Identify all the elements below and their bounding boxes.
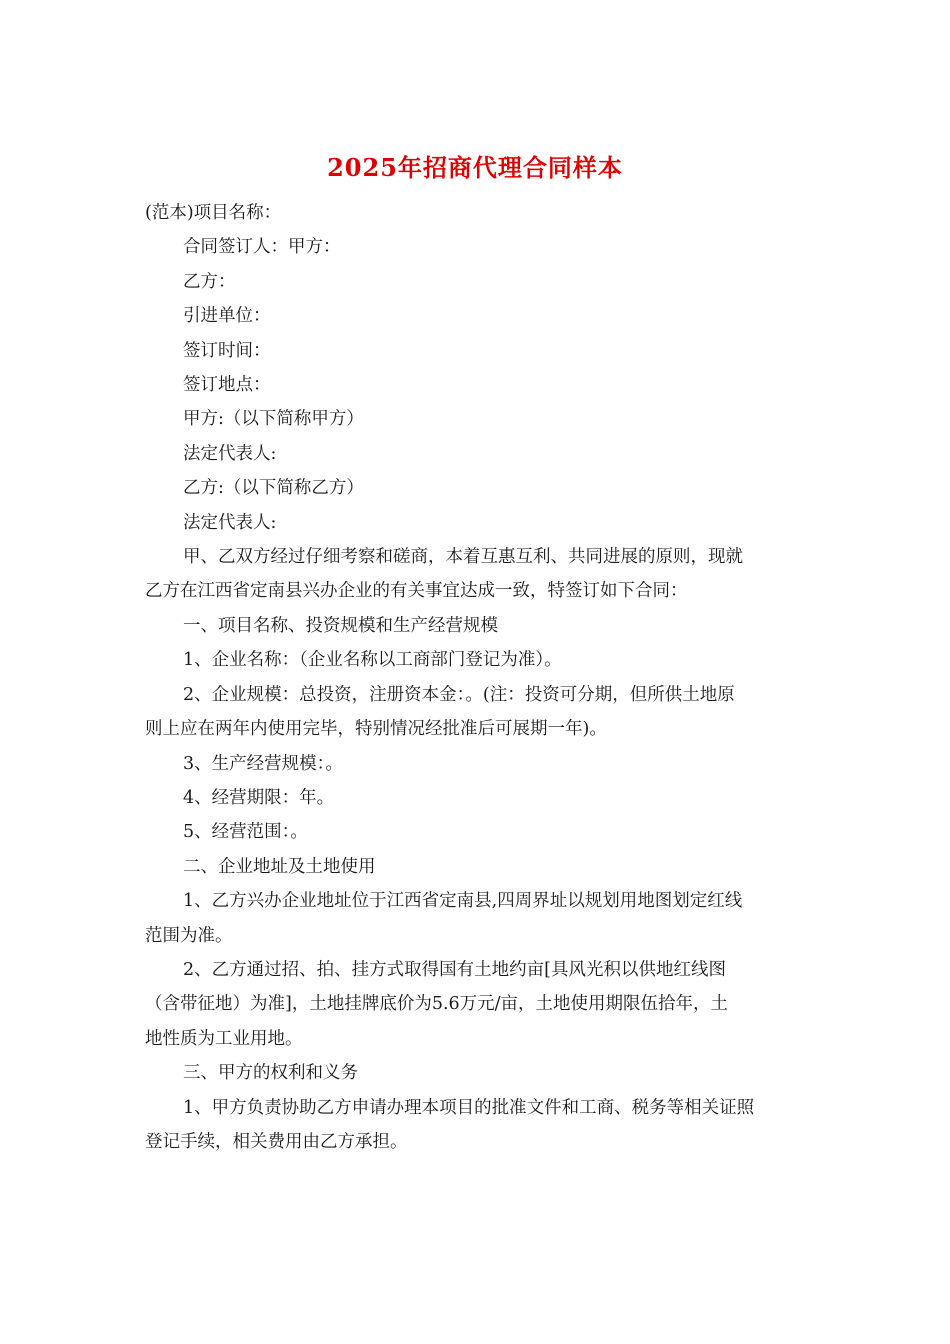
text-line: 签订时间： <box>183 340 271 361</box>
text-line: 法定代表人: <box>183 443 277 464</box>
text-line: 2、乙方通过招、拍、挂方式取得国有土地约亩[具风光积以供地红线图 <box>183 959 726 980</box>
document-title: 2025年招商代理合同样本 <box>327 153 623 182</box>
text-line: 4、经营期限：年。 <box>183 787 335 808</box>
text-line: 合同签订人：甲方： <box>183 237 341 258</box>
text-line: 一、项目名称、投资规模和生产经营规模 <box>183 615 498 636</box>
text-line: 法定代表人: <box>183 512 277 533</box>
text-line: 1、甲方负责协助乙方申请办理本项目的批准文件和工商、税务等相关证照 <box>183 1097 755 1118</box>
text-line: 3、生产经营规模：。 <box>183 753 343 774</box>
text-line: 1、乙方兴办企业地址位于江西省定南县,四周界址以规划用地图划定红线 <box>183 891 743 912</box>
text-line: （含带征地）为准]，土地挂牌底价为5.6万元/亩，土地使用期限伍拾年，土 <box>145 994 729 1015</box>
text-line: 5、经营范围：。 <box>183 822 308 843</box>
text-line: 乙方： <box>183 271 236 292</box>
text-line: 甲方:（以下简称甲方） <box>183 409 364 430</box>
text-line: 地性质为工业用地。 <box>145 1028 303 1049</box>
text-line: 三、甲方的权利和义务 <box>183 1063 358 1084</box>
text-line: 乙方在江西省定南县兴办企业的有关事宜达成一致，特签订如下合同： <box>145 581 688 602</box>
text-line: (范本)项目名称： <box>145 203 282 223</box>
text-line: 范围为准。 <box>145 925 233 946</box>
text-line: 乙方:（以下简称乙方） <box>183 478 364 499</box>
text-line: 则上应在两年内使用完毕，特别情况经批准后可展期一年)。 <box>145 719 607 740</box>
text-line: 签订地点： <box>183 375 271 396</box>
text-line: 1、企业名称：（企业名称以工商部门登记为准）。 <box>183 650 562 671</box>
text-line: 引进单位： <box>183 306 271 327</box>
text-line: 2、企业规模：总投资，注册资本金：。(注：投资可分期，但所供土地原 <box>183 684 735 705</box>
text-line: 二、企业地址及土地使用 <box>183 856 376 877</box>
document-body <box>145 196 810 1159</box>
text-line: 登记手续，相关费用由乙方承担。 <box>145 1131 408 1152</box>
text-line: 甲、乙双方经过仔细考察和磋商，本着互惠互利、共同进展的原则，现就 <box>183 547 743 568</box>
